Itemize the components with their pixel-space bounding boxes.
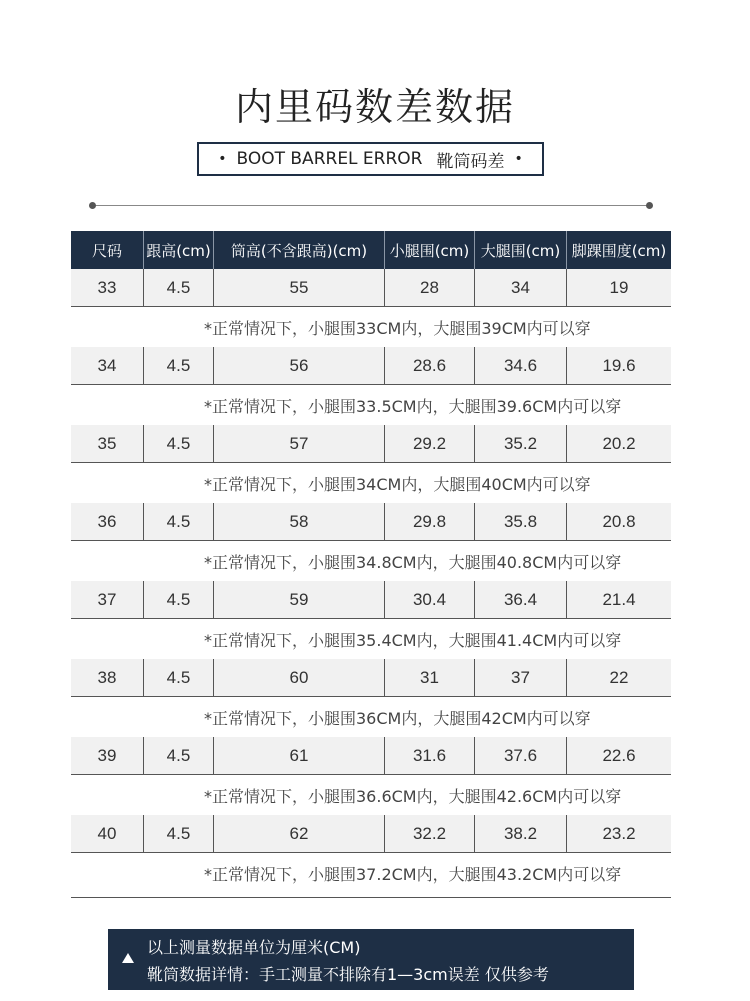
cell-calf: 31.6: [385, 737, 475, 774]
cell-ankle: 23.2: [602, 823, 636, 843]
cell-calf: 32.2: [385, 815, 475, 852]
cell-size: 36: [71, 503, 144, 540]
cell-size: 33: [71, 269, 144, 306]
cell-shaft: 59: [214, 581, 385, 618]
cell-shaft: 60: [214, 659, 385, 696]
header-calf: 小腿围(cm): [385, 231, 475, 269]
cell-ankle: 19.6: [602, 355, 636, 375]
cell-calf: 28: [385, 269, 475, 306]
cell-heel: 4.5: [144, 815, 214, 852]
table-row: [71, 425, 671, 463]
subtitle-box: [197, 142, 544, 176]
cell-ankle: 21.4: [602, 589, 636, 609]
fit-note: *正常情况下，小腿围36CM内，大腿围42CM内可以穿: [204, 708, 591, 728]
cell-heel: 4.5: [144, 425, 214, 462]
cell-thigh: 37.6: [475, 737, 567, 774]
subtitle-english: BOOT BARREL ERROR: [236, 149, 423, 169]
table-row: [71, 737, 671, 775]
table-row: [71, 347, 671, 385]
fit-note: *正常情况下，小腿围35.4CM内，大腿围41.4CM内可以穿: [204, 630, 622, 650]
fit-note: *正常情况下，小腿围33CM内，大腿围39CM内可以穿: [204, 318, 591, 338]
fit-note: *正常情况下，小腿围37.2CM内，大腿围43.2CM内可以穿: [204, 864, 622, 884]
cell-size: 34: [71, 347, 144, 384]
subtitle-chinese: 靴筒码差: [436, 151, 505, 172]
cell-calf: 28.6: [385, 347, 475, 384]
fit-note: *正常情况下，小腿围33.5CM内，大腿围39.6CM内可以穿: [204, 396, 622, 416]
table-row: [71, 581, 671, 619]
cell-thigh: 36.4: [475, 581, 567, 618]
cell-size: 39: [71, 737, 144, 774]
cell-heel: 4.5: [144, 269, 214, 306]
cell-shaft: 62: [214, 815, 385, 852]
cell-ankle: 19: [609, 277, 629, 297]
footer-line-1: 以上测量数据单位为厘米(CM): [147, 938, 361, 957]
divider-line: [92, 205, 650, 206]
table-bottom-line: [71, 897, 671, 898]
cell-heel: 4.5: [144, 659, 214, 696]
table-row: [71, 815, 671, 853]
divider-dot-right: [646, 202, 653, 209]
cell-heel: 4.5: [144, 347, 214, 384]
cell-thigh: 35.2: [475, 425, 567, 462]
fit-note: *正常情况下，小腿围34CM内，大腿围40CM内可以穿: [204, 474, 591, 494]
header-heel: 跟高(cm): [144, 231, 214, 269]
cell-ankle: 20.8: [602, 511, 636, 531]
table-row: [71, 269, 671, 307]
cell-shaft: 55: [214, 269, 385, 306]
header-ankle: 脚踝围度(cm): [571, 241, 667, 260]
cell-thigh: 34: [475, 269, 567, 306]
fit-note: *正常情况下，小腿围36.6CM内，大腿围42.6CM内可以穿: [204, 786, 622, 806]
cell-heel: 4.5: [144, 503, 214, 540]
cell-calf: 29.2: [385, 425, 475, 462]
table-header-row: [71, 231, 671, 269]
cell-thigh: 37: [475, 659, 567, 696]
header-thigh: 大腿围(cm): [475, 231, 567, 269]
page-title: 内里码数差数据: [234, 85, 515, 129]
cell-shaft: 61: [214, 737, 385, 774]
fit-note: *正常情况下，小腿围34.8CM内，大腿围40.8CM内可以穿: [204, 552, 622, 572]
cell-calf: 29.8: [385, 503, 475, 540]
cell-heel: 4.5: [144, 581, 214, 618]
cell-ankle: 20.2: [602, 433, 636, 453]
cell-heel: 4.5: [144, 737, 214, 774]
cell-thigh: 34.6: [475, 347, 567, 384]
cell-shaft: 57: [214, 425, 385, 462]
cell-calf: 31: [385, 659, 475, 696]
header-shaft: 筒高(不含跟高)(cm): [214, 231, 385, 269]
cell-thigh: 38.2: [475, 815, 567, 852]
divider-dot-left: [89, 202, 96, 209]
cell-shaft: 58: [214, 503, 385, 540]
triangle-up-icon: [122, 953, 134, 963]
table-body: [71, 269, 671, 893]
header-size: 尺码: [71, 231, 144, 269]
cell-size: 35: [71, 425, 144, 462]
cell-ankle: 22: [609, 667, 629, 687]
cell-size: 40: [71, 815, 144, 852]
bullet-left: •: [218, 151, 227, 167]
table-row: [71, 503, 671, 541]
cell-shaft: 56: [214, 347, 385, 384]
cell-calf: 30.4: [385, 581, 475, 618]
footer-line-2: 靴筒数据详情：手工测量不排除有1—3cm误差 仅供参考: [147, 965, 549, 984]
footer-note: [108, 929, 634, 990]
cell-thigh: 35.8: [475, 503, 567, 540]
table-row: [71, 659, 671, 697]
cell-size: 38: [71, 659, 144, 696]
cell-size: 37: [71, 581, 144, 618]
size-table: [71, 231, 671, 893]
cell-ankle: 22.6: [602, 745, 636, 765]
bullet-right: •: [514, 151, 523, 167]
